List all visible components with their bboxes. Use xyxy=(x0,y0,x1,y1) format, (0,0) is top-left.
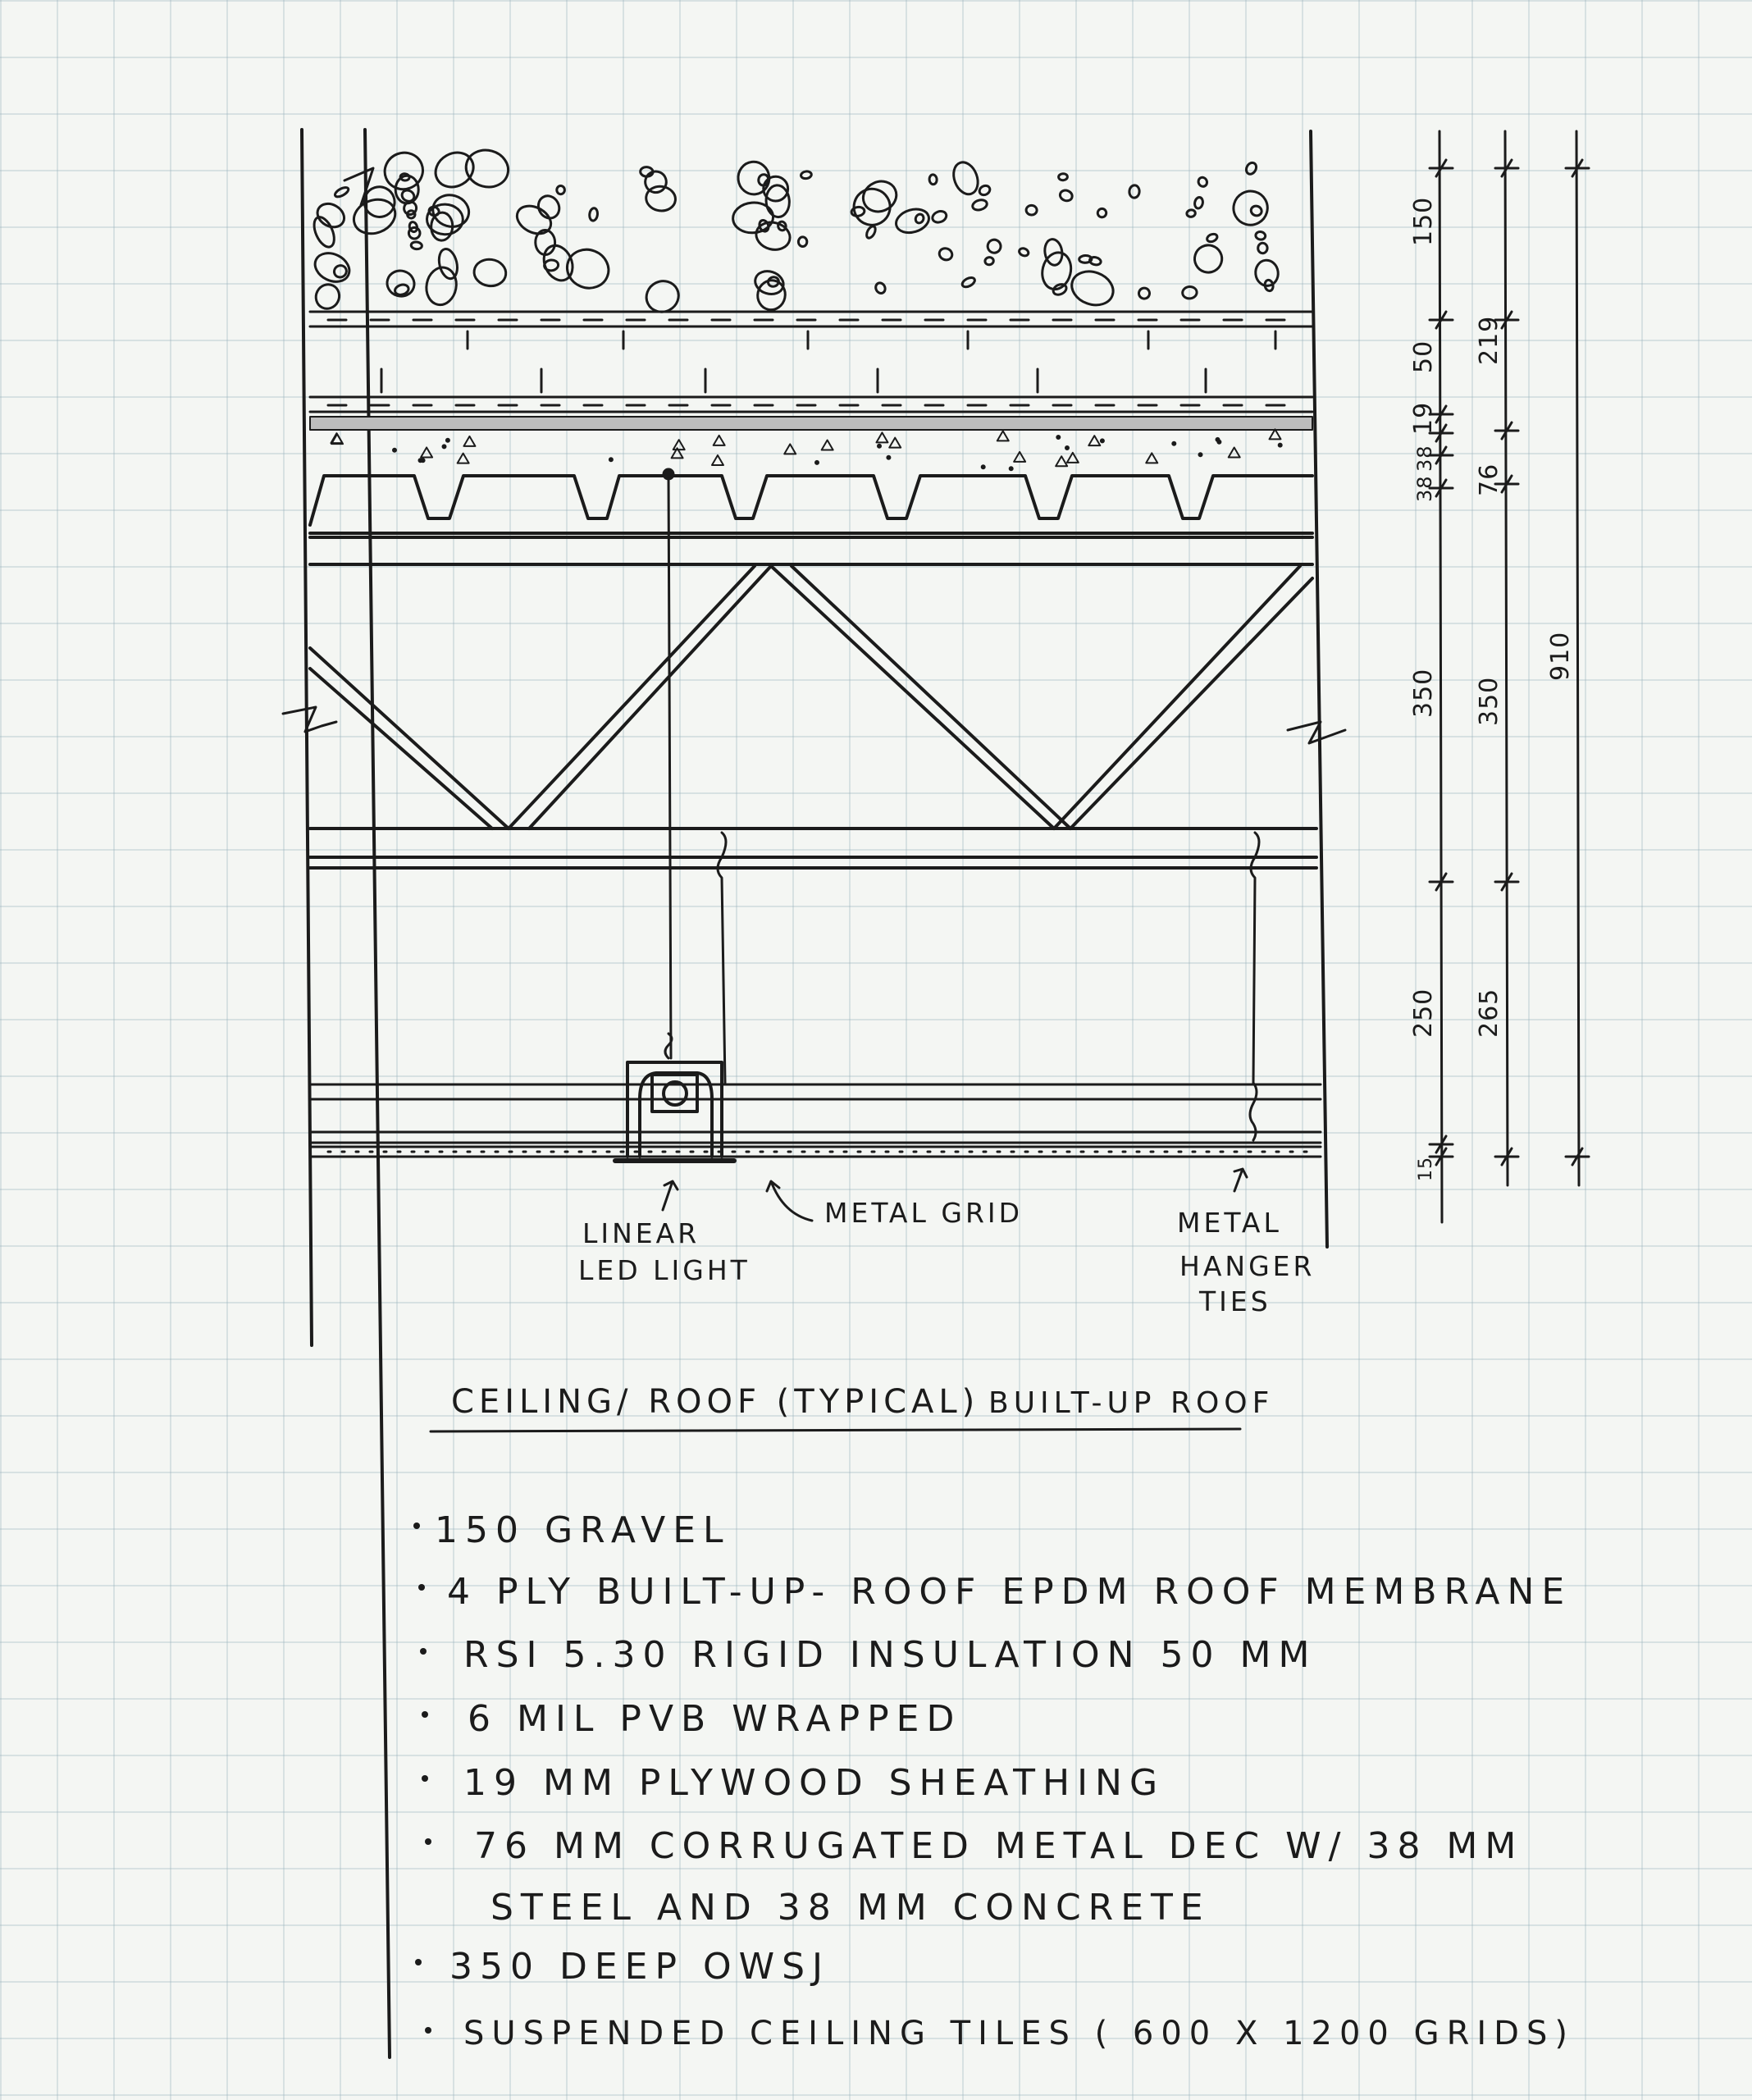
dim-910: 910 xyxy=(1546,631,1575,681)
pebble xyxy=(1193,197,1203,209)
pebble xyxy=(1206,233,1218,244)
note-metal-deck: 76 MM CORRUGATED METAL DEC W/ 38 MM xyxy=(474,1825,1524,1867)
dim-265: 265 xyxy=(1475,988,1503,1038)
pebble xyxy=(334,185,350,199)
aggregate-triangle xyxy=(822,441,833,450)
dim-76: 76 xyxy=(1475,463,1503,496)
pebble xyxy=(1026,205,1038,215)
aggregate-dot xyxy=(1065,446,1069,450)
aggregate-triangle xyxy=(463,436,475,446)
aggregate-dot xyxy=(1279,444,1282,447)
pebble xyxy=(472,258,508,288)
pebble xyxy=(561,244,614,294)
note-insulation: RSI 5.30 RIGID INSULATION 50 MM xyxy=(463,1634,1317,1676)
aggregate-triangle xyxy=(1056,456,1067,466)
aggregate-triangle xyxy=(421,447,432,457)
dim-150: 150 xyxy=(1409,196,1438,246)
pebble xyxy=(1067,266,1118,310)
dim-38b: 38 xyxy=(1413,475,1436,502)
aggregate-dot xyxy=(878,445,881,448)
aggregate-triangle xyxy=(889,438,901,448)
pebble xyxy=(931,209,948,224)
gravel-layer xyxy=(310,145,1280,317)
pebble xyxy=(557,185,565,194)
dim-250: 250 xyxy=(1409,988,1438,1038)
pebble xyxy=(408,226,421,240)
aggregate-triangle xyxy=(673,440,685,450)
section-title: CEILING/ ROOF (TYPICAL) xyxy=(451,1383,980,1421)
pebble xyxy=(1254,259,1280,287)
pebble xyxy=(960,276,976,289)
pebble xyxy=(310,214,338,250)
callout-metal-grid: METAL GRID xyxy=(824,1197,1024,1229)
pebble xyxy=(1059,189,1074,203)
notes-list xyxy=(413,1509,1575,2052)
aggregate-dot xyxy=(1101,439,1104,442)
dim-38a: 38 xyxy=(1413,445,1436,472)
pebble xyxy=(1018,247,1029,257)
dim-350-inner: 350 xyxy=(1409,668,1438,718)
callout-linear: LINEAR xyxy=(582,1217,700,1249)
note-membrane: 4 PLY BUILT-UP- ROOF EPDM ROOF MEMBRANE xyxy=(447,1571,1572,1613)
aggregate-triangle xyxy=(1229,447,1240,457)
open-web-steel-joist xyxy=(310,537,1316,868)
callout-hanger: HANGER xyxy=(1179,1250,1316,1282)
aggregate-dot xyxy=(422,459,425,462)
bullets xyxy=(413,1522,431,2034)
pebble xyxy=(310,248,354,287)
aggregate-triangle xyxy=(1088,436,1100,445)
suspended-ceiling xyxy=(310,1084,1321,1157)
aggregate-dot xyxy=(1172,442,1175,445)
pebble xyxy=(938,246,954,262)
pebble xyxy=(1052,282,1068,296)
pebble xyxy=(915,213,925,225)
section-subtitle: BUILT-UP ROOF xyxy=(988,1386,1275,1420)
aggregate-dot xyxy=(1056,436,1060,439)
aggregate-triangle xyxy=(458,454,469,463)
dim-15: 15 xyxy=(1416,1157,1436,1181)
note-vapour: 6 MIL PVB WRAPPED xyxy=(468,1698,962,1740)
pebble xyxy=(1097,208,1108,219)
pebble xyxy=(1197,176,1208,188)
pebble xyxy=(411,241,422,249)
dim-350-middle: 350 xyxy=(1475,676,1503,726)
insulation-ticks xyxy=(381,331,1275,392)
note-steel-concrete: STEEL AND 38 MM CONCRETE xyxy=(490,1887,1211,1929)
pebble xyxy=(436,247,460,281)
note-gravel: 150 GRAVEL xyxy=(435,1509,731,1551)
pebble xyxy=(462,145,513,191)
pebble xyxy=(1191,242,1225,276)
aggregate-triangle xyxy=(1270,429,1281,439)
pebble xyxy=(929,175,938,185)
pebble xyxy=(984,257,994,266)
pebble xyxy=(1244,161,1258,176)
pebble xyxy=(429,191,472,231)
title-underline xyxy=(431,1429,1240,1431)
pebble xyxy=(1182,286,1198,299)
pebble xyxy=(986,238,1003,255)
note-plywood: 19 MM PLYWOOD SHEATHING xyxy=(463,1762,1166,1804)
pebble xyxy=(874,281,887,295)
pebble xyxy=(513,200,556,239)
aggregate-dot xyxy=(443,445,446,448)
aggregate-dot xyxy=(815,461,819,464)
pebble xyxy=(589,208,598,221)
dim-50: 50 xyxy=(1409,340,1438,373)
pebble xyxy=(1129,185,1139,198)
aggregate-dot xyxy=(1010,467,1013,470)
callout-metal: METAL xyxy=(1177,1207,1282,1239)
aggregate-dot xyxy=(609,458,613,461)
aggregate-dot xyxy=(1217,441,1220,444)
callout-led-light: LED LIGHT xyxy=(578,1254,751,1286)
roof-layers xyxy=(310,312,1312,430)
aggregate-triangle xyxy=(997,431,1009,441)
pebble xyxy=(798,237,806,247)
aggregate-dot xyxy=(446,439,449,442)
pebble xyxy=(1257,243,1267,253)
pebble xyxy=(1250,204,1263,217)
pebble xyxy=(642,168,669,195)
pebble xyxy=(429,146,479,194)
aggregate-dot xyxy=(887,456,890,459)
note-ceiling-tiles: SUSPENDED CEILING TILES ( 600 X 1200 GRIDS) xyxy=(463,2015,1575,2052)
pebble xyxy=(971,199,988,212)
pebble xyxy=(1186,209,1196,217)
note-owsj: 350 DEEP OWSJ xyxy=(449,1946,831,1988)
pebble xyxy=(1058,173,1067,180)
callout-ties: TIES xyxy=(1199,1285,1271,1317)
aggregate-triangle xyxy=(714,436,725,445)
pebble xyxy=(978,184,992,197)
concrete-aggregate xyxy=(331,429,1281,470)
pebble xyxy=(312,281,343,313)
dim-219: 219 xyxy=(1475,315,1503,365)
aggregate-triangle xyxy=(784,444,796,454)
aggregate-triangle xyxy=(876,432,887,442)
pebble xyxy=(737,160,771,196)
dim-19: 19 xyxy=(1409,401,1438,435)
aggregate-triangle xyxy=(1067,453,1079,463)
pebble xyxy=(535,192,563,221)
aggregate-triangle xyxy=(712,455,723,465)
pebble xyxy=(949,159,982,198)
metal-deck xyxy=(310,476,1312,533)
pebble xyxy=(1255,231,1266,240)
pebble xyxy=(801,171,812,179)
pebble xyxy=(767,276,780,288)
aggregate-dot xyxy=(1199,453,1202,456)
dimension-labels xyxy=(1409,197,1575,1181)
aggregate-dot xyxy=(393,449,396,452)
aggregate-triangle xyxy=(1014,452,1025,462)
aggregate-triangle xyxy=(1146,453,1157,463)
aggregate-dot xyxy=(982,465,985,468)
pebble xyxy=(1138,286,1152,300)
pebble xyxy=(865,225,877,240)
pebble xyxy=(893,205,932,236)
